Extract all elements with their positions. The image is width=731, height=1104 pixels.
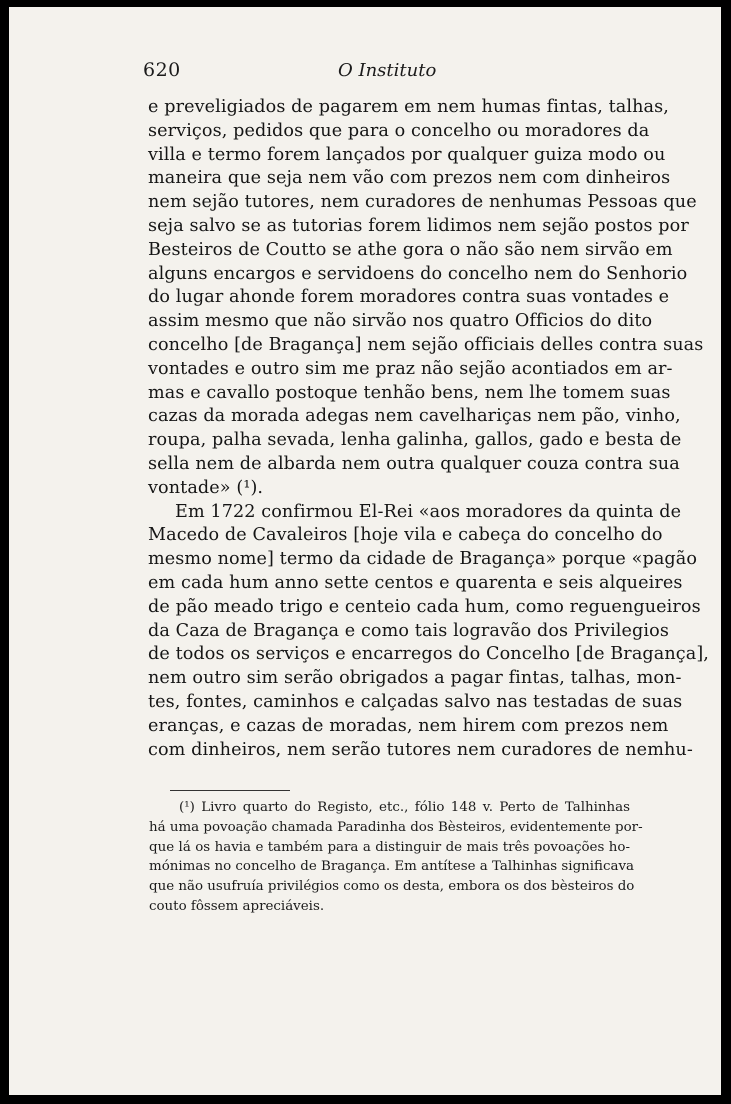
text-line: e preveligiados de pagarem em nem humas fintas, talhas, [148, 97, 669, 117]
text-line: de todos os serviços e encarregos do Concelho [de Bragança], [148, 644, 709, 665]
text-line: da Caza de Bragança e como tais logravão dos Privilegios [148, 620, 669, 641]
text-line: villa e termo forem lançados por qualquer guiza modo ou [148, 144, 666, 165]
footnote-line: que lá os havia e também para a distinguir de mais três povoações ho- [149, 839, 630, 855]
text-line: serviços, pedidos que para o concelho ou moradores da [148, 120, 650, 141]
text-line: sella nem de albarda nem outra qualquer couza contra sua [148, 453, 680, 474]
text-line: nem sejão tutores, nem curadores de nenhumas Pessoas que [148, 192, 697, 213]
text-line: Besteiros de Coutto se athe gora o não são nem sirvão em [148, 239, 673, 260]
text-line: concelho [de Bragança] nem sejão officiais delles contra suas [148, 334, 704, 355]
text-line: cazas da morada adegas nem cavelhariças nem pão, vinho, [148, 406, 681, 427]
text-line: nem outro sim serão obrigados a pagar fintas, talhas, mon- [148, 668, 682, 689]
text-line: mesmo nome] termo da cidade de Bragança» porque «pagão [148, 549, 698, 570]
footnote-line: que não usufruía privilégios como os desta, embora os dos bèsteiros do [149, 879, 635, 895]
footnote-line: couto fôssem apreciáveis. [149, 898, 325, 914]
page-header [143, 59, 633, 89]
text-line: maneira que seja nem vão com prezos nem com dinheiros [148, 168, 671, 189]
running-title: O Instituto [338, 60, 437, 81]
footnote-line: há uma povoação chamada Paradinha dos Bèsteiros, evidentemente por- [149, 819, 643, 835]
text-line: em cada hum anno sette centos e quarenta e seis alqueires [148, 572, 683, 593]
text-line: de pão meado trigo e centeio cada hum, como reguengueiros [148, 596, 701, 617]
text-line: com dinheiros, nem serão tutores nem curadores de nemhu- [148, 739, 693, 760]
footnote [149, 798, 643, 917]
paragraph-first-line: Em 1722 confirmou El-Rei «aos moradores da quinta de [175, 501, 682, 522]
body-text [148, 96, 709, 762]
footnote-line: (¹) Livro quarto do Registo, etc., fólio 148 v. Perto de Talhinhas [179, 800, 630, 815]
text-line: roupa, palha sevada, lenha galinha, gallos, gado e besta de [148, 430, 682, 451]
text-line: assim mesmo que não sirvão nos quatro Officios do dito [148, 311, 653, 332]
text-line: alguns encargos e servidoens do concelho nem do Senhorio [148, 263, 688, 284]
footnote-separator [170, 790, 290, 791]
text-line: vontade» (¹). [148, 477, 264, 498]
text-line: do lugar ahonde forem moradores contra suas vontades e [148, 287, 670, 308]
text-line: Macedo de Cavaleiros [hoje vila e cabeça do concelho do [148, 525, 663, 546]
text-line: seja salvo se as tutorias forem lidimos nem sejão postos por [148, 215, 689, 236]
text-line: eranças, e cazas de moradas, nem hirem com prezos nem [148, 715, 669, 736]
text-line: mas e cavallo postoque tenhão bens, nem lhe tomem suas [148, 382, 671, 403]
page-number: 620 [143, 59, 181, 81]
text-line: vontades e outro sim me praz não sejão acontiados em ar- [148, 358, 673, 379]
footnote-line: mónimas no concelho de Bragança. Em antítese a Talhinhas significava [149, 859, 635, 875]
text-line: tes, fontes, caminhos e calçadas salvo nas testadas de suas [148, 691, 683, 712]
